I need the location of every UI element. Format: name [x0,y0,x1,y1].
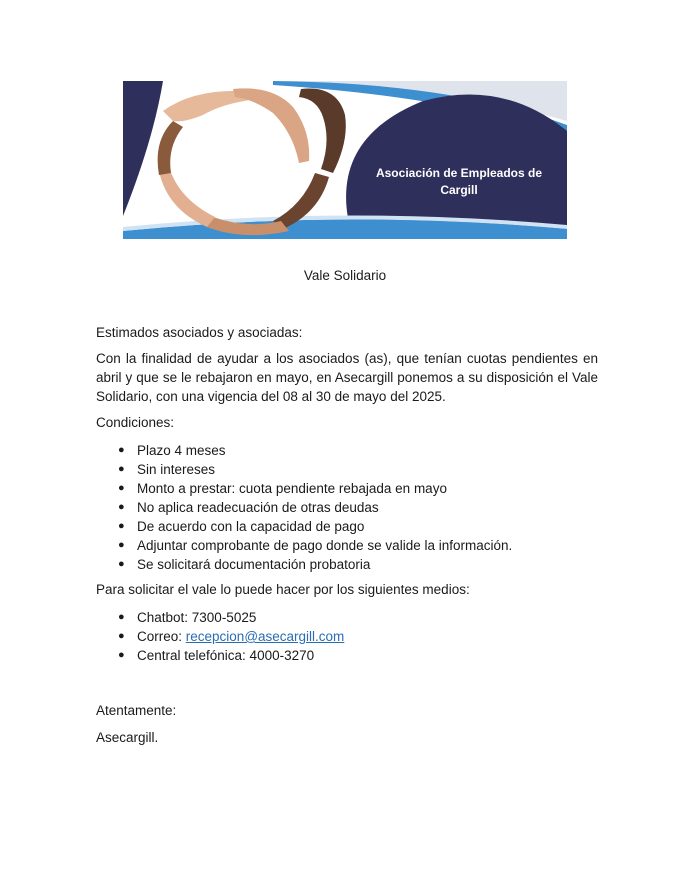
bullet-icon: ● [118,520,125,532]
email-link[interactable]: recepcion@asecargill.com [185,629,345,644]
bullet-icon: ● [118,463,125,475]
hands-circle-image [123,81,567,239]
list-item: ● Correo: recepcion@asecargill.com [118,629,345,644]
list-item: ● Sin intereses [118,462,216,477]
bullet-icon: ● [118,501,125,513]
greeting: Estimados asociados y asociadas: [96,325,303,340]
list-item: ● Chatbot: 7300-5025 [118,610,257,625]
intro-paragraph: Con la finalidad de ayudar a los asociados (as), que tenían cuotas pendientes en abril y que se le rebajaron en mayo, en Asecargill ponemos a su disposición el Vale Solidario, con una vigencia del 08 al 30 de mayo del 2025. [96,351,598,404]
signature: Asecargill. [96,730,159,745]
closing: Atentamente: [96,703,177,718]
bullet-icon: ● [118,482,125,494]
list-item: ● De acuerdo con la capacidad de pago [118,519,365,534]
list-item: ● Monto a prestar: cuota pendiente rebajada en mayo [118,481,447,496]
bullet-icon: ● [118,444,125,456]
bullet-icon: ● [118,539,125,551]
document-title: Vale Solidario [303,268,387,283]
header-banner [123,81,567,239]
list-item: ● Plazo 4 meses [118,443,226,458]
conditions-list [118,441,512,574]
list-item: ● Adjuntar comprobante de pago donde se valide la información. [118,538,513,553]
list-item: ● Central telefónica: 4000-3270 [118,648,315,663]
bullet-icon: ● [118,649,125,661]
bullet-icon: ● [118,611,125,623]
list-item: ● No aplica readecuación de otras deudas [118,500,379,515]
bullet-icon: ● [118,630,125,642]
list-item: ● Se solicitará documentación probatoria [118,557,371,572]
banner-title-line1: Asociación de Empleados de [375,166,543,180]
bullet-icon: ● [118,558,125,570]
channels-list [118,608,344,665]
banner-title-line2: Cargill [440,183,478,197]
request-heading: Para solicitar el vale lo puede hacer por los siguientes medios: [96,582,470,597]
banner-title [359,165,559,199]
conditions-heading: Condiciones: [96,415,175,430]
